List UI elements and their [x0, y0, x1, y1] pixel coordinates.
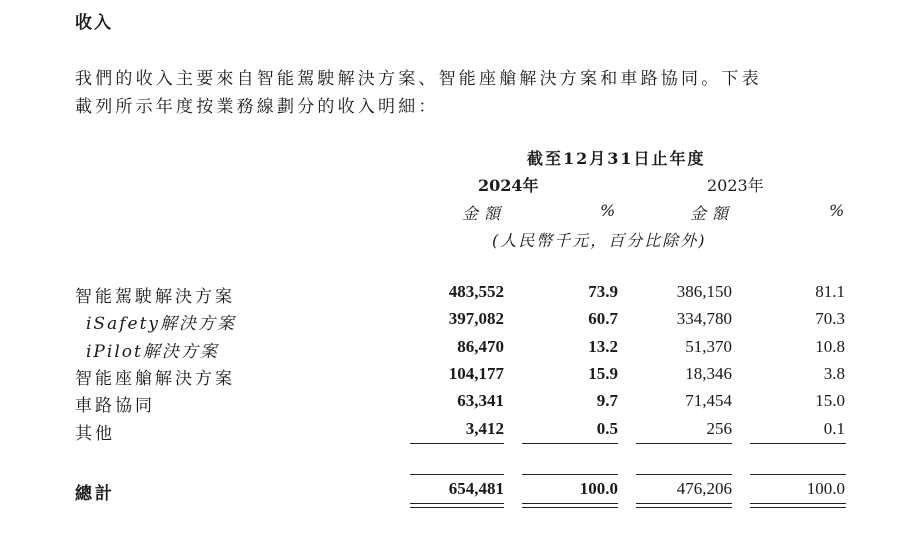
amount-header-2024: 金額: [462, 204, 507, 223]
amount-2023-cell: 256: [706, 419, 732, 438]
subtotal-rule: [636, 443, 732, 444]
row-label: 智能駕駛解決方案: [75, 287, 235, 307]
row-label: iPilot解決方案: [86, 342, 219, 362]
percent-header-2024: %: [600, 201, 616, 220]
percent-header-2023: %: [829, 201, 845, 220]
unit-note: (人民幣千元，百分比除外): [492, 231, 707, 250]
row-label: iSafety解決方案: [86, 314, 237, 334]
double-underline: [750, 503, 846, 504]
double-underline: [410, 503, 504, 504]
amount-2023-cell: 18,346: [685, 364, 732, 383]
amount-2024-cell: 104,177: [448, 364, 504, 383]
total-top-rule: [522, 474, 618, 475]
row-label: 智能座艙解決方案: [75, 369, 235, 389]
period-header: 截至12月31日止年度: [527, 149, 706, 168]
percent-2024-cell: 15.9: [588, 364, 618, 383]
percent-2024-cell: 9.7: [596, 391, 618, 410]
percent-2023-cell: 3.8: [823, 364, 845, 383]
intro-line-2: 載列所示年度按業務線劃分的收入明細：: [75, 97, 439, 117]
amount-2024-cell: 3,412: [465, 419, 504, 438]
percent-2023-cell: 10.8: [815, 337, 845, 356]
amount-2023-cell: 334,780: [676, 309, 732, 328]
percent-2023-cell: 0.1: [823, 419, 845, 438]
total-top-rule: [410, 474, 504, 475]
total-percent-2024: 100.0: [579, 479, 618, 498]
total-top-rule: [636, 474, 732, 475]
double-underline: [636, 507, 732, 508]
percent-2024-cell: 60.7: [588, 309, 618, 328]
percent-2023-cell: 70.3: [815, 309, 845, 328]
double-underline: [410, 507, 504, 508]
percent-2023-cell: 15.0: [815, 391, 845, 410]
amount-2024-cell: 63,341: [457, 391, 504, 410]
amount-2024-cell: 86,470: [457, 337, 504, 356]
section-heading: 收入: [75, 13, 113, 33]
year-2023-header: 2023年: [707, 176, 764, 195]
double-underline: [522, 503, 618, 504]
percent-2024-cell: 13.2: [588, 337, 618, 356]
total-label: 總計: [75, 484, 115, 504]
amount-2023-cell: 51,370: [685, 337, 732, 356]
double-underline: [522, 507, 618, 508]
subtotal-rule: [410, 443, 504, 444]
percent-2024-cell: 0.5: [596, 419, 618, 438]
row-label: 其他: [75, 424, 115, 444]
percent-2023-cell: 81.1: [815, 282, 845, 301]
subtotal-rule: [750, 443, 846, 444]
percent-2024-cell: 73.9: [588, 282, 618, 301]
row-label: 車路協同: [75, 396, 155, 416]
total-top-rule: [750, 474, 846, 475]
double-underline: [750, 507, 846, 508]
subtotal-rule: [522, 443, 618, 444]
total-amount-2024: 654,481: [448, 479, 504, 498]
amount-2023-cell: 386,150: [676, 282, 732, 301]
total-percent-2023: 100.0: [806, 479, 845, 498]
double-underline: [636, 503, 732, 504]
amount-2024-cell: 397,082: [448, 309, 504, 328]
intro-line-1: 我們的收入主要來自智能駕駛解決方案、智能座艙解決方案和車路協同。下表: [75, 69, 762, 89]
year-2024-header: 2024年: [478, 176, 539, 195]
amount-2024-cell: 483,552: [448, 282, 504, 301]
amount-2023-cell: 71,454: [685, 391, 732, 410]
amount-header-2023: 金額: [690, 204, 735, 223]
total-amount-2023: 476,206: [676, 479, 732, 498]
